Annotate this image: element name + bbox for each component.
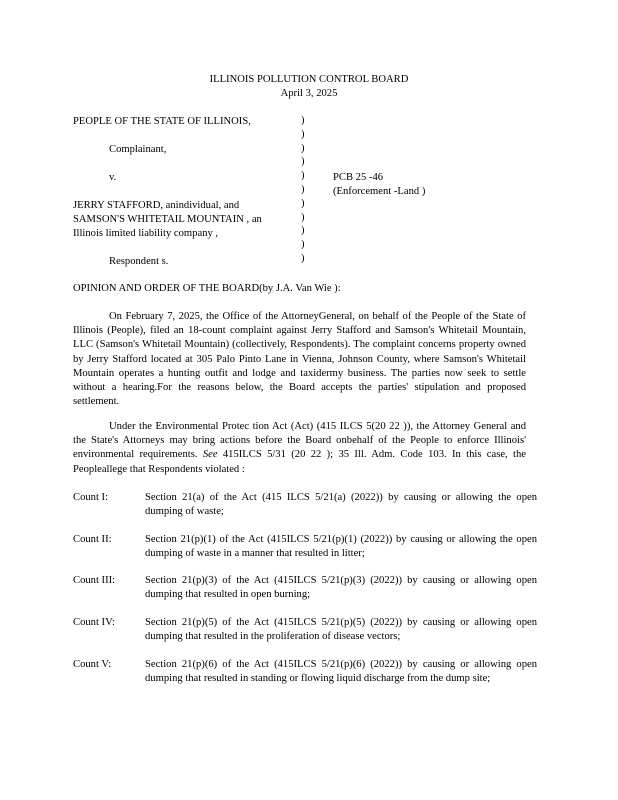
count-5-label: Count V: bbox=[73, 659, 112, 670]
respondents-label: Respondent s. bbox=[109, 256, 169, 267]
count-5-text: Section 21(p)(6) of the Act (415ILCS 5/21(p)(6) (2022)) by causing or allowing open dumping that resulted in standing or flowing liquid discharge from the dump site; bbox=[145, 659, 537, 684]
case-number: PCB 25 -46 bbox=[333, 172, 384, 183]
paragraph-2 bbox=[73, 420, 526, 477]
count-2-label: Count II: bbox=[73, 534, 112, 545]
count-2-text: Section 21(p)(1) of the Act (415ILCS 5/21(p)(1) (2022)) by causing or allowing the open dumping of waste in a manner that resulted in litter; bbox=[145, 534, 537, 559]
plaintiff-name: PEOPLE OF THE STATE OF ILLINOIS, bbox=[73, 116, 251, 127]
count-4-label: Count IV: bbox=[73, 617, 115, 628]
case-type: (Enforcement -Land ) bbox=[333, 186, 426, 197]
versus-label: v. bbox=[109, 172, 117, 183]
defendant-line-1: JERRY STAFFORD, anindividual, and bbox=[73, 200, 240, 211]
defendant-line-2: SAMSON'S WHITETAIL MOUNTAIN , an bbox=[73, 214, 262, 225]
count-4-text: Section 21(p)(5) of the Act (415ILCS 5/21(p)(5) (2022)) by causing or allowing open dumping that resulted in the proliferation of disease vectors; bbox=[145, 617, 537, 642]
paragraph-1: On February 7, 2025, the Office of the AttorneyGeneral, on behalf of the People of the State of Illinois (People), filed an 18-count complaint against Jerry Stafford and Samson's Whitetail Mountain, LLC (Samson's Whitetail Mountain) (collectively, Respondents). The complaint concerns property owned by Jerry Stafford located at 305 Palo Pinto Lane in Vienna, Johnson County, where Samson's Whitetail Mountain operates a hunting outfit and lodge and taxidermy business. The parties now seek to settle without a hearing.For the reasons below, the Board accepts the parties' stipulation and proposed settlement. bbox=[73, 311, 526, 408]
count-3-label: Count III: bbox=[73, 575, 116, 586]
complainant-label: Complainant, bbox=[109, 144, 167, 155]
count-1-label: Count I: bbox=[73, 492, 109, 503]
defendant-line-3: Illinois limited liability company , bbox=[73, 228, 219, 239]
count-3-text: Section 21(p)(3) of the Act (415ILCS 5/21(p)(3) (2022)) by causing or allowing open dumping that resulted in open burning; bbox=[145, 575, 537, 600]
document-date: April 3, 2025 bbox=[280, 88, 338, 99]
opinion-heading: OPINION AND ORDER OF THE BOARD(by J.A. Van Wie ): bbox=[73, 283, 341, 294]
count-1-text: Section 21(a) of the Act (415 ILCS 5/21(a) (2022)) by causing or allowing the open dumping of waste; bbox=[145, 492, 537, 517]
board-title: ILLINOIS POLLUTION CONTROL BOARD bbox=[209, 74, 409, 85]
see-citation-signal: See bbox=[202, 449, 218, 461]
paragraph-2-part-a: Under the Environmental Protec tion Act (Act) (415 ILCS 5(20 22 )), the Attorney General and the State's Attorneys may bring actions before the Board onbehalf of the People to enforce Illinois' environmental requirements. bbox=[73, 421, 526, 461]
caption-parentheses: ) ) ) ) ) ) ) ) ) ) ) bbox=[301, 115, 305, 264]
paragraph-2-part-b: 415ILCS 5/31 (20 22 ); 35 Ill. Adm. Code 103. In this case, the Peopleallege that Respondents violated : bbox=[73, 449, 526, 475]
